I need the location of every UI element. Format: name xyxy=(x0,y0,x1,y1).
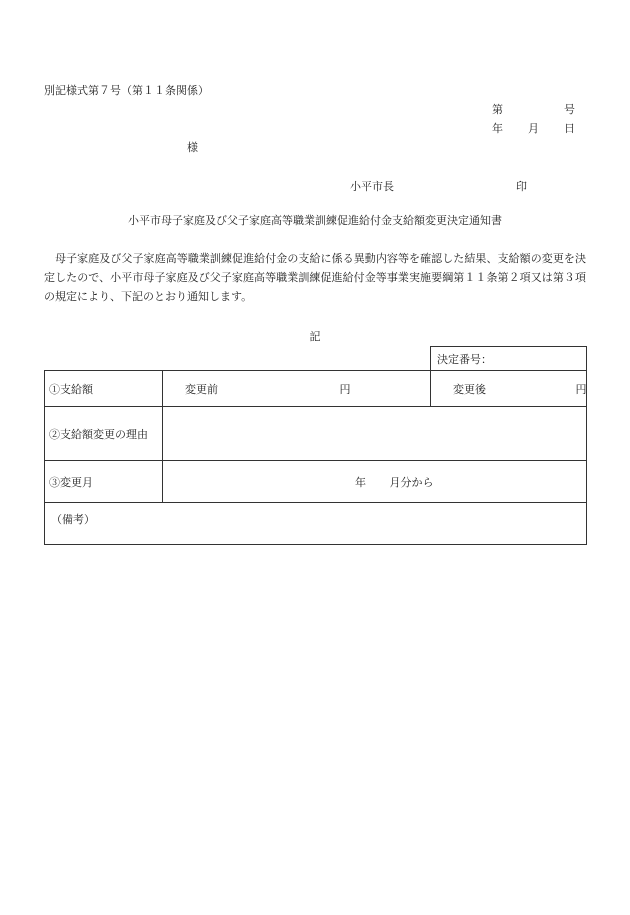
date-month: 月 xyxy=(528,122,539,135)
before-unit: 円 xyxy=(339,382,351,396)
seal-mark: 印 xyxy=(516,180,527,193)
decision-number-row xyxy=(45,347,587,371)
remarks-cell xyxy=(45,503,587,545)
form-id-label: 別記様式第７号（第１１条関係） xyxy=(44,84,209,97)
decision-number-cell xyxy=(431,347,587,371)
number-suffix: 号 xyxy=(564,103,575,116)
amount-row xyxy=(45,371,587,407)
issuer-name: 小平市長 xyxy=(350,180,394,193)
reason-value xyxy=(163,407,587,461)
change-month-label: ③変更月 xyxy=(45,461,163,503)
before-label: 変更前 xyxy=(185,382,218,396)
after-unit: 円 xyxy=(575,382,587,396)
before-cell xyxy=(163,371,431,407)
remarks-label: （備考） xyxy=(51,513,95,526)
document-title: 小平市母子家庭及び父子家庭高等職業訓練促進給付金支給額変更決定通知書 xyxy=(128,214,502,227)
after-cell xyxy=(431,371,587,407)
change-month-row xyxy=(45,461,587,503)
decision-number-label: 決定番号： xyxy=(437,352,493,366)
amount-label: ①支給額 xyxy=(45,371,163,407)
reason-row xyxy=(45,407,587,461)
date-day: 日 xyxy=(564,122,575,135)
date-year: 年 xyxy=(492,122,503,135)
body-paragraph: 母子家庭及び父子家庭高等職業訓練促進給付金の支給に係る異動内容等を確認した結果、支給額の変更を決定したので、小平市母子家庭及び父子家庭高等職業訓練促進給付金等事業実施要綱第１１条第２項又は第３項の規定により、下記のとおり通知します。 xyxy=(44,252,586,303)
remarks-row xyxy=(45,503,587,545)
change-month-from: 月分から xyxy=(389,475,434,489)
addressee-suffix: 様 xyxy=(187,141,198,154)
change-year-unit: 年 xyxy=(355,475,366,489)
number-prefix: 第 xyxy=(492,103,503,116)
ki-label: 記 xyxy=(309,330,321,343)
details-table xyxy=(44,346,587,545)
reason-label: ②支給額変更の理由 xyxy=(45,407,163,461)
change-month-value xyxy=(163,461,587,503)
after-label: 変更後 xyxy=(453,382,487,396)
